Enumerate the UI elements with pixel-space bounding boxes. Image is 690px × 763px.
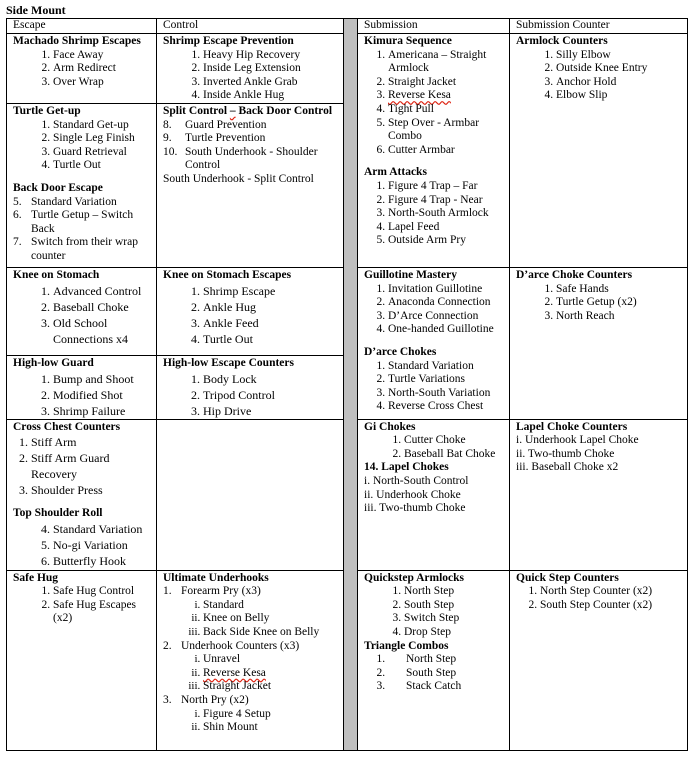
- cell-heading: Back Door Escape: [13, 181, 103, 194]
- document-title: Side Mount: [6, 3, 66, 17]
- list-item: ii. Two-thumb Choke: [516, 447, 615, 460]
- cell-darce-counters: [510, 267, 688, 419]
- header-submission-counter: Submission Counter: [510, 19, 688, 34]
- list-item: 3. Switch Step: [404, 612, 504, 626]
- list-item: 2. South Step: [404, 599, 504, 613]
- cell-split-control: [157, 103, 344, 267]
- list-item: iii. Baseball Choke x2: [516, 461, 619, 474]
- list-item: iii. Back Side Knee on Belly: [203, 626, 338, 640]
- list-item: 1. Shrimp Escape: [203, 283, 338, 299]
- cell-heading: High-low Escape Counters: [163, 356, 294, 369]
- header-escape: Escape: [7, 19, 157, 34]
- list-item: 3. D’Arce Connection: [388, 310, 504, 324]
- cell-high-low-counters: [157, 355, 344, 419]
- list-item: 2. Baseball Bat Choke: [404, 448, 504, 462]
- list-item: 2. Turtle Getup (x2): [556, 296, 682, 310]
- list-item: 6. Butterfly Hook: [53, 553, 151, 569]
- cell-heading: High-low Guard: [13, 356, 94, 369]
- cell-quickstep-counters: [510, 570, 688, 750]
- cell-heading: Top Shoulder Roll: [13, 507, 103, 520]
- list-item: 1. North Step Counter (x2): [540, 585, 682, 599]
- list-item: 1. Cutter Choke: [404, 434, 504, 448]
- list-item: 3. North-South Armlock: [388, 207, 504, 221]
- cell-underhooks: [157, 570, 344, 750]
- list-item: 4. Drop Step: [404, 626, 504, 640]
- cell-heading: Kimura Sequence: [364, 35, 452, 47]
- list-item: 9. Turtle Prevention: [163, 132, 266, 145]
- list-item: 4. Reverse Cross Chest: [388, 400, 504, 414]
- list-item: 3. North Reach: [556, 310, 682, 324]
- list-item: 4. Standard Variation: [53, 521, 151, 537]
- cell-high-low: [7, 355, 157, 419]
- list-item: 2. Tripod Control: [203, 387, 338, 403]
- list-item: 7. Switch from their wrap counter: [13, 236, 138, 262]
- list-item: 1. Advanced Control: [53, 283, 151, 299]
- list-item: 2. Stiff Arm Guard Recovery: [31, 450, 151, 482]
- list-item: 3. Old School Connections x4: [53, 315, 151, 347]
- list-item: 3. Over Wrap: [53, 76, 151, 90]
- cell-heading: Guillotine Mastery: [364, 268, 457, 281]
- cell-safe-hug: [7, 570, 157, 750]
- list-item: ii. Shin Mount: [203, 721, 338, 735]
- list-item: 2. Figure 4 Trap - Near: [388, 194, 504, 208]
- cell-armlock-counters: [510, 34, 688, 268]
- list-item: 3. Inverted Ankle Grab: [203, 76, 338, 90]
- cell-heading: Armlock Counters: [516, 35, 608, 47]
- list-item: 1. Bump and Shoot: [53, 371, 151, 387]
- cell-empty: [157, 419, 344, 570]
- list-item: 5. Outside Arm Pry: [388, 234, 504, 248]
- cell-heading: Turtle Get-up: [13, 104, 81, 117]
- list-item: 1. Figure 4 Trap – Far: [388, 180, 504, 194]
- list-item: 6. Turtle Getup – Switch Back: [13, 209, 134, 235]
- list-item: 4. Tight Pull: [388, 103, 504, 117]
- cell-heading: Gi Chokes: [364, 420, 416, 433]
- list-item: 4. Inside Ankle Hug: [203, 89, 338, 103]
- list-item: 3. Shrimp Failure: [53, 403, 151, 419]
- list-item: [388, 89, 504, 103]
- cell-heading: Split Control – Back Door Control: [163, 104, 333, 117]
- cell-heading: D’arce Choke Counters: [516, 268, 633, 281]
- cell-heading: Safe Hug: [13, 571, 59, 584]
- list-item: 3. Stack Catch: [388, 680, 504, 694]
- cell-heading: Quick Step Counters: [516, 571, 619, 584]
- list-item: 2. Anaconda Connection: [388, 296, 504, 310]
- cell-heading: Arm Attacks: [364, 166, 427, 179]
- cell-shrimp-prevention: [157, 34, 344, 104]
- list-item: iii. Straight Jacket: [203, 680, 338, 694]
- cell-heading: Triangle Combos: [364, 639, 449, 652]
- list-item: 3. Guard Retrieval: [53, 146, 151, 160]
- techniques-table: [6, 18, 688, 751]
- cell-heading: Ultimate Underhooks: [163, 571, 269, 584]
- list-item: 4. Turtle Out: [203, 331, 338, 347]
- list-item: 2. Turtle Variations: [388, 373, 504, 387]
- cell-knee-on-stomach: [7, 267, 157, 355]
- cell-lapel-counters: [510, 419, 688, 570]
- cell-machado: [7, 34, 157, 104]
- list-item: 3. Shoulder Press: [31, 482, 151, 498]
- list-item: 3. Anchor Hold: [556, 76, 682, 90]
- list-item: 2. Modified Shot: [53, 387, 151, 403]
- cell-heading: Shrimp Escape Prevention: [163, 35, 294, 47]
- list-item: 2. Arm Redirect: [53, 62, 151, 76]
- cell-quickstep: [358, 570, 510, 750]
- list-item: 1. North Step: [404, 585, 504, 599]
- list-item: 2. Ankle Hug: [203, 299, 338, 315]
- cell-heading: Knee on Stomach: [13, 268, 100, 281]
- list-item: 2. Outside Knee Entry: [556, 62, 682, 76]
- cell-heading: D’arce Chokes: [364, 345, 437, 358]
- list-item: 1. Face Away: [53, 49, 151, 63]
- list-item: 3. North Pry (x2): [163, 693, 249, 706]
- list-item: 5. Standard Variation: [13, 195, 117, 208]
- list-item: 2. Straight Jacket: [388, 76, 504, 90]
- list-item: ii. Knee on Belly: [203, 612, 338, 626]
- cell-kimura: [358, 34, 510, 268]
- header-submission: Submission: [358, 19, 510, 34]
- cell-heading: Machado Shrimp Escapes: [13, 35, 141, 47]
- header-control: Control: [157, 19, 344, 34]
- list-item: i. Underhook Lapel Choke: [516, 434, 639, 447]
- reverse-kesa-text: Reverse Kesa: [388, 89, 451, 102]
- cell-knee-escapes: [157, 267, 344, 355]
- list-item: 2. South Step: [388, 667, 504, 681]
- list-item: 1. Heavy Hip Recovery: [203, 49, 338, 63]
- list-item: 3. North-South Variation: [388, 387, 504, 401]
- list-item: 1. North Step: [388, 653, 504, 667]
- list-item: 3. Hip Drive: [203, 403, 338, 419]
- list-item: 1. Safe Hands: [556, 283, 682, 297]
- list-item: i. Unravel: [203, 653, 338, 667]
- list-item: 4. One-handed Guillotine: [388, 323, 504, 337]
- list-item: 2. Inside Leg Extension: [203, 62, 338, 76]
- list-item: South Underhook - Split Control: [163, 172, 314, 185]
- cell-heading: Quickstep Armlocks: [364, 571, 464, 584]
- list-item: 2. Baseball Choke: [53, 299, 151, 315]
- list-item: 1. Americana – Straight Armlock: [388, 49, 504, 76]
- list-item: i. North-South Control: [364, 474, 469, 487]
- cell-guillotine: [358, 267, 510, 419]
- list-item: 2. South Step Counter (x2): [540, 599, 682, 613]
- list-item: i. Standard: [203, 599, 338, 613]
- list-item: 10. South Underhook - Shoulder Control: [163, 145, 318, 172]
- list-item: 1. Invitation Guillotine: [388, 283, 504, 297]
- list-item: 4. Turtle Out: [53, 159, 151, 173]
- cell-heading: Knee on Stomach Escapes: [163, 268, 292, 281]
- list-item: 2. Underhook Counters (x3): [163, 639, 300, 652]
- list-item: 1. Forearm Pry (x3): [163, 585, 261, 598]
- cell-cross-chest: [7, 419, 157, 570]
- list-item: i. Figure 4 Setup: [203, 708, 338, 722]
- header-row: [7, 19, 688, 34]
- list-item: 5. No-gi Variation: [53, 537, 151, 553]
- cell-heading: Cross Chest Counters: [13, 420, 121, 433]
- list-item: ii. Reverse Kesa: [203, 667, 338, 681]
- gray-separator: [344, 19, 358, 751]
- list-item: 1. Safe Hug Control: [53, 585, 151, 599]
- list-item: 3. Ankle Feed: [203, 315, 338, 331]
- list-item: 2. Safe Hug Escapes (x2): [53, 599, 151, 626]
- list-item: 1. Standard Variation: [388, 360, 504, 374]
- cell-turtle: [7, 103, 157, 267]
- cell-heading: 14. Lapel Chokes: [364, 461, 449, 474]
- cell-heading: Lapel Choke Counters: [516, 420, 628, 433]
- list-item: 4. Lapel Feed: [388, 221, 504, 235]
- list-item: 1. Body Lock: [203, 371, 338, 387]
- list-item: 1. Silly Elbow: [556, 49, 682, 63]
- list-item: 2. Single Leg Finish: [53, 132, 151, 146]
- list-item: ii. Underhook Choke: [364, 488, 461, 501]
- list-item: 1. Standard Get-up: [53, 119, 151, 133]
- list-item: iii. Two-thumb Choke: [364, 502, 466, 515]
- list-item: 6. Cutter Armbar: [388, 144, 504, 158]
- cell-gi-chokes: [358, 419, 510, 570]
- list-item: 1. Stiff Arm: [31, 434, 151, 450]
- list-item: 5. Step Over - Armbar Combo: [388, 117, 504, 144]
- list-item: 8. Guard Prevention: [163, 118, 267, 131]
- list-item: 4. Elbow Slip: [556, 89, 682, 103]
